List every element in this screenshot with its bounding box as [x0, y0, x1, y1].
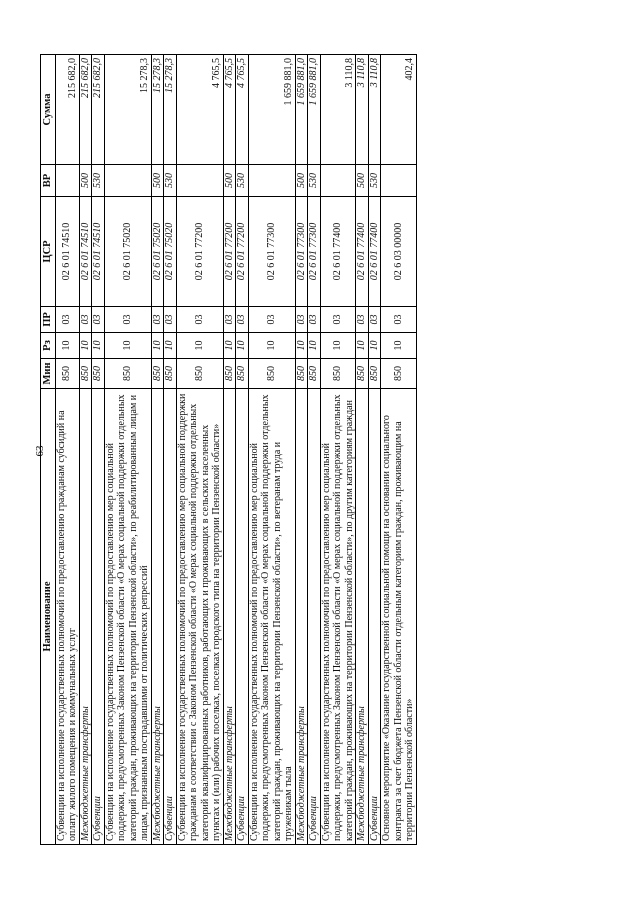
table-row: [151, 55, 164, 845]
cell-csr: 02 6 01 77200: [176, 197, 223, 307]
table-row: [320, 55, 356, 845]
page-number: 63: [34, 445, 46, 457]
cell-name: Субвенции на исполнение государственных полномочий по предоставлению мер социальной поддержки, предусмотренных Законом Пензенской области «О мерах социальной поддержки отдельных категорий граждан, проживающих на территории Пензенской области», по другим категориям граждан: [320, 389, 356, 845]
cell-pr: 03: [55, 307, 79, 333]
cell-name: Субвенции на исполнение государственных полномочий по предоставлению мер социальной поддержки гражданам в соответствии с Законом Пензенской области «О мерах социальной поддержки отдельных категорий квалифицированных работников, работающих и проживающих в сельских населенных пунктах и (или) рабочих поселках, поселках городского типа на территории Пензенской области»: [176, 389, 223, 845]
cell-vr: [320, 165, 356, 197]
cell-pr: 03: [151, 307, 164, 333]
cell-vr: 530: [236, 165, 249, 197]
cell-sum: 1 659 881,0: [308, 55, 321, 165]
cell-min: 850: [381, 359, 417, 389]
cell-sum: 215 682,0: [79, 55, 92, 165]
cell-vr: 530: [164, 165, 177, 197]
cell-pr: 03: [356, 307, 369, 333]
cell-pr: 03: [104, 307, 151, 333]
table-row: [104, 55, 151, 845]
cell-rz: 10: [295, 333, 308, 359]
cell-sum: 215 682,0: [55, 55, 79, 165]
table-row: [295, 55, 308, 845]
cell-rz: 10: [92, 333, 105, 359]
cell-min: 850: [248, 359, 295, 389]
cell-rz: 10: [79, 333, 92, 359]
cell-min: 850: [320, 359, 356, 389]
cell-min: 850: [236, 359, 249, 389]
cell-csr: 02 6 01 77200: [223, 197, 236, 307]
cell-rz: 10: [248, 333, 295, 359]
cell-csr: 02 6 01 77400: [320, 197, 356, 307]
cell-sum: 4 765,5: [176, 55, 223, 165]
cell-min: 850: [79, 359, 92, 389]
cell-min: 850: [151, 359, 164, 389]
cell-vr: 530: [308, 165, 321, 197]
cell-name: Субвенции: [236, 389, 249, 845]
cell-sum: 15 278,3: [164, 55, 177, 165]
header-sum: Сумма: [41, 55, 56, 165]
cell-csr: 02 6 01 77300: [248, 197, 295, 307]
cell-csr: 02 6 01 75020: [164, 197, 177, 307]
header-rz: Рз: [41, 333, 56, 359]
cell-name: Субвенции на исполнение государственных полномочий по предоставлению мер социальной поддержки, предусмотренных Законом Пензенской области «О мерах социальной поддержки отдельных категорий граждан, проживающих на территории Пензенской области», по ветеранам труда и труженикам тыла: [248, 389, 295, 845]
cell-min: 850: [356, 359, 369, 389]
cell-rz: 10: [223, 333, 236, 359]
cell-rz: 10: [236, 333, 249, 359]
cell-csr: 02 6 03 00000: [381, 197, 417, 307]
cell-vr: 500: [223, 165, 236, 197]
cell-rz: 10: [308, 333, 321, 359]
table-row: [223, 55, 236, 845]
cell-name: Субвенции на исполнение государственных полномочий по предоставлению гражданам субсидий на оплату жилого помещения и коммунальных услуг: [55, 389, 79, 845]
cell-name: Межбюджетные трансферты: [295, 389, 308, 845]
cell-name: Межбюджетные трансферты: [151, 389, 164, 845]
table-row: [236, 55, 249, 845]
table-row: [55, 55, 79, 845]
cell-pr: 03: [248, 307, 295, 333]
cell-vr: 500: [295, 165, 308, 197]
table-row: [381, 55, 417, 845]
cell-sum: 3 110,8: [368, 55, 381, 165]
cell-name: Субвенции: [92, 389, 105, 845]
cell-vr: [248, 165, 295, 197]
header-min: Мин: [41, 359, 56, 389]
cell-sum: 15 278,3: [151, 55, 164, 165]
cell-min: 850: [92, 359, 105, 389]
cell-pr: 03: [381, 307, 417, 333]
cell-vr: 500: [151, 165, 164, 197]
cell-rz: 10: [356, 333, 369, 359]
cell-vr: [55, 165, 79, 197]
cell-vr: 530: [92, 165, 105, 197]
cell-name: Субвенции: [368, 389, 381, 845]
cell-pr: 03: [368, 307, 381, 333]
cell-name: Субвенции: [308, 389, 321, 845]
cell-vr: 530: [368, 165, 381, 197]
table-row: [356, 55, 369, 845]
cell-min: 850: [368, 359, 381, 389]
header-pr: ПР: [41, 307, 56, 333]
cell-name: Межбюджетные трансферты: [223, 389, 236, 845]
table-row: [79, 55, 92, 845]
cell-csr: 02 6 01 74510: [92, 197, 105, 307]
cell-min: 850: [295, 359, 308, 389]
cell-name: Субвенции на исполнение государственных полномочий по предоставлению мер социальной поддержки, предусмотренных Законом Пензенской области «О мерах социальной поддержки отдельных категорий граждан, проживающих на территории Пензенской области», по реабилитированным лицам и лицам, признанным пострадавшими от политических репрессий: [104, 389, 151, 845]
table-row: [248, 55, 295, 845]
cell-pr: 03: [164, 307, 177, 333]
cell-csr: 02 6 01 75020: [104, 197, 151, 307]
cell-sum: 215 682,0: [92, 55, 105, 165]
cell-sum: 3 110,8: [356, 55, 369, 165]
cell-rz: 10: [381, 333, 417, 359]
cell-min: 850: [164, 359, 177, 389]
cell-rz: 10: [176, 333, 223, 359]
cell-min: 850: [176, 359, 223, 389]
cell-pr: 03: [176, 307, 223, 333]
cell-pr: 03: [223, 307, 236, 333]
cell-pr: 03: [79, 307, 92, 333]
cell-vr: [381, 165, 417, 197]
cell-sum: 402,4: [381, 55, 417, 165]
cell-csr: 02 6 01 77300: [295, 197, 308, 307]
cell-pr: 03: [236, 307, 249, 333]
cell-vr: [104, 165, 151, 197]
table-header-row: [41, 55, 56, 845]
cell-vr: [176, 165, 223, 197]
cell-csr: 02 6 01 77200: [236, 197, 249, 307]
cell-name: Межбюджетные трансферты: [356, 389, 369, 845]
cell-min: 850: [308, 359, 321, 389]
cell-csr: 02 6 01 74510: [79, 197, 92, 307]
cell-rz: 10: [320, 333, 356, 359]
table-row: [176, 55, 223, 845]
cell-min: 850: [104, 359, 151, 389]
cell-vr: 500: [79, 165, 92, 197]
table-row: [368, 55, 381, 845]
table-body: [55, 55, 416, 845]
cell-rz: 10: [368, 333, 381, 359]
cell-name: Межбюджетные трансферты: [79, 389, 92, 845]
cell-pr: 03: [295, 307, 308, 333]
cell-csr: 02 6 01 74510: [55, 197, 79, 307]
cell-csr: 02 6 01 77400: [368, 197, 381, 307]
cell-sum: 1 659 881,0: [248, 55, 295, 165]
budget-table: [40, 54, 417, 845]
cell-csr: 02 6 01 77400: [356, 197, 369, 307]
cell-rz: 10: [164, 333, 177, 359]
header-name: Наименование: [41, 389, 56, 845]
cell-pr: 03: [308, 307, 321, 333]
table-row: [308, 55, 321, 845]
header-vr: ВР: [41, 165, 56, 197]
cell-sum: 4 765,5: [223, 55, 236, 165]
cell-pr: 03: [320, 307, 356, 333]
table-row: [92, 55, 105, 845]
cell-min: 850: [223, 359, 236, 389]
cell-csr: 02 6 01 77300: [308, 197, 321, 307]
cell-sum: 15 278,3: [104, 55, 151, 165]
table-row: [164, 55, 177, 845]
cell-min: 850: [55, 359, 79, 389]
cell-sum: 3 110,8: [320, 55, 356, 165]
cell-sum: 4 765,5: [236, 55, 249, 165]
cell-name: Основное мероприятие «Оказание государственной социальной помощи на основании социального контракта за счет бюджета Пензенской области отдельным категориям граждан, проживающим на территории Пензенской области»: [381, 389, 417, 845]
cell-sum: 1 659 881,0: [295, 55, 308, 165]
cell-rz: 10: [104, 333, 151, 359]
cell-rz: 10: [55, 333, 79, 359]
budget-table-container: [40, 55, 600, 845]
cell-rz: 10: [151, 333, 164, 359]
cell-csr: 02 6 01 75020: [151, 197, 164, 307]
cell-name: Субвенции: [164, 389, 177, 845]
cell-pr: 03: [92, 307, 105, 333]
cell-vr: 500: [356, 165, 369, 197]
header-csr: ЦСР: [41, 197, 56, 307]
